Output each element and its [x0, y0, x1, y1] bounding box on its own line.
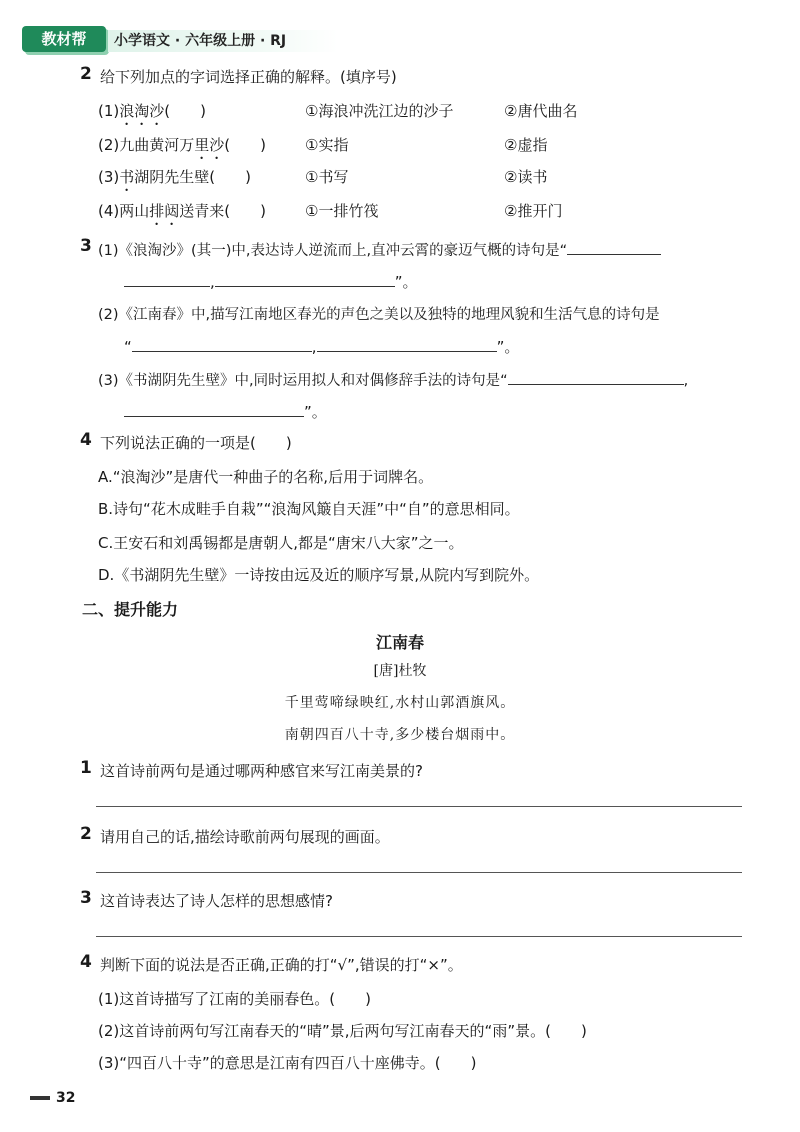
- q3-part-3: [98, 368, 688, 390]
- q2-row-4: [98, 200, 266, 229]
- choice-option-b[interactable]: B.诗句“花木成畦手自栽”“浪淘风簸自天涯”中“自”的意思相同。: [98, 500, 520, 518]
- prompt-text: (1)《浪淘沙》(其一)中,表达诗人逆流而上,直冲云霄的豪迈气概的诗句是“: [98, 243, 568, 259]
- question-stem: 下列说法正确的一项是( ): [100, 434, 292, 452]
- fill-blank[interactable]: [124, 400, 304, 417]
- option-2: ②唐代曲名: [504, 102, 578, 120]
- q2-row-1: [98, 100, 206, 129]
- page-footer: [30, 1090, 75, 1106]
- fill-blank[interactable]: [508, 368, 684, 385]
- fill-blank[interactable]: [132, 335, 312, 352]
- brand-badge: 教材帮: [22, 26, 106, 52]
- dotted-word: 浪淘沙: [119, 102, 165, 120]
- poem-line-1: 千里莺啼绿映红,水村山郭酒旗风。: [284, 695, 516, 711]
- row-prefix: (2)九曲黄河万: [98, 136, 195, 154]
- q2-row-3: [98, 166, 251, 195]
- footer-bar: [30, 1096, 50, 1100]
- separator: ,: [683, 373, 689, 389]
- answer-paren[interactable]: 湖阴先生壁( ): [134, 168, 251, 186]
- dotted-word: 里沙: [194, 136, 225, 154]
- q3-part-2-cont: [124, 335, 519, 357]
- choice-option-c[interactable]: C.王安石和刘禹锡都是唐朝人,都是“唐宋八大家”之一。: [98, 534, 464, 552]
- question-stem: 这首诗前两句是通过哪两种感官来写江南美景的?: [100, 762, 423, 780]
- poem-title: 江南春: [375, 633, 424, 652]
- question-stem: 这首诗表达了诗人怎样的思想感情?: [100, 892, 333, 910]
- option-2: ②推开门: [504, 202, 563, 220]
- choice-option-a[interactable]: A.“浪淘沙”是唐代一种曲子的名称,后用于词牌名。: [98, 468, 434, 486]
- q2-row-2: [98, 134, 266, 163]
- answer-paren[interactable]: 送青来( ): [179, 202, 266, 220]
- question-number: 4: [80, 952, 92, 972]
- question-number: 4: [80, 430, 92, 450]
- closing-quote: ”。: [304, 403, 327, 421]
- fill-blank[interactable]: [124, 270, 210, 287]
- closing-quote: ”。: [394, 273, 418, 291]
- q3-part-2: (2)《江南春》中,描写江南地区春光的声色之美以及独特的地理风貌和生活气息的诗句是: [98, 307, 660, 323]
- option-2: ②读书: [504, 168, 548, 186]
- row-prefix: (4)两山: [98, 202, 150, 220]
- question-stem: 请用自己的话,描绘诗歌前两句展现的画面。: [100, 828, 390, 846]
- closing-quote: ”。: [496, 338, 520, 356]
- question-number: 2: [80, 824, 92, 844]
- q3-part-1-cont: [124, 270, 418, 292]
- answer-line[interactable]: [96, 872, 742, 873]
- answer-line[interactable]: [96, 936, 742, 937]
- option-1: ①实指: [305, 136, 349, 154]
- page-header: [22, 26, 322, 56]
- choice-option-d[interactable]: D.《书湖阴先生壁》一诗按由远及近的顺序写景,从院内写到院外。: [98, 566, 540, 584]
- page-number: 32: [56, 1090, 76, 1106]
- fill-blank[interactable]: [317, 335, 497, 352]
- question-number: 3: [80, 888, 92, 908]
- poem-author: [唐]杜牧: [373, 663, 427, 679]
- judgment-item-2[interactable]: (2)这首诗前两句写江南春天的“晴”景,后两句写江南春天的“雨”景。( ): [98, 1022, 587, 1040]
- question-number: 2: [80, 64, 92, 84]
- separator: ,: [210, 273, 215, 291]
- answer-paren[interactable]: ( ): [164, 102, 206, 120]
- option-2: ②虚指: [504, 136, 548, 154]
- separator: ,: [311, 338, 317, 356]
- fill-blank[interactable]: [215, 270, 395, 287]
- judgment-item-3[interactable]: (3)“四百八十寺”的意思是江南有四百八十座佛寺。( ): [98, 1054, 477, 1072]
- question-stem: 给下列加点的字词选择正确的解释。(填序号): [100, 68, 397, 86]
- row-prefix: (3): [98, 168, 120, 186]
- row-prefix: (1): [98, 102, 120, 120]
- question-number: 1: [80, 758, 92, 778]
- option-1: ①一排竹筏: [305, 202, 379, 220]
- fill-blank[interactable]: [567, 238, 661, 255]
- q3-part-1: [98, 238, 661, 260]
- judgment-item-1[interactable]: (1)这首诗描写了江南的美丽春色。( ): [98, 990, 371, 1008]
- question-number: 3: [80, 236, 92, 256]
- option-1: ①海浪冲洗江边的沙子: [305, 102, 454, 120]
- answer-line[interactable]: [96, 806, 742, 807]
- dotted-word: 书: [119, 168, 135, 186]
- option-1: ①书写: [305, 168, 349, 186]
- answer-paren[interactable]: ( ): [224, 136, 266, 154]
- prompt-text: (3)《书湖阴先生壁》中,同时运用拟人和对偶修辞手法的诗句是“: [98, 373, 508, 389]
- book-title: 小学语文 · 六年级上册 · RJ: [114, 33, 287, 49]
- poem-line-2: 南朝四百八十寺,多少楼台烟雨中。: [284, 727, 516, 743]
- section-title: 二、提升能力: [82, 600, 179, 619]
- question-stem: 判断下面的说法是否正确,正确的打“√”,错误的打“×”。: [100, 956, 463, 974]
- opening-quote: “: [124, 338, 132, 356]
- q3-part-3-cont: [124, 400, 327, 422]
- dotted-word: 排闼: [149, 202, 180, 220]
